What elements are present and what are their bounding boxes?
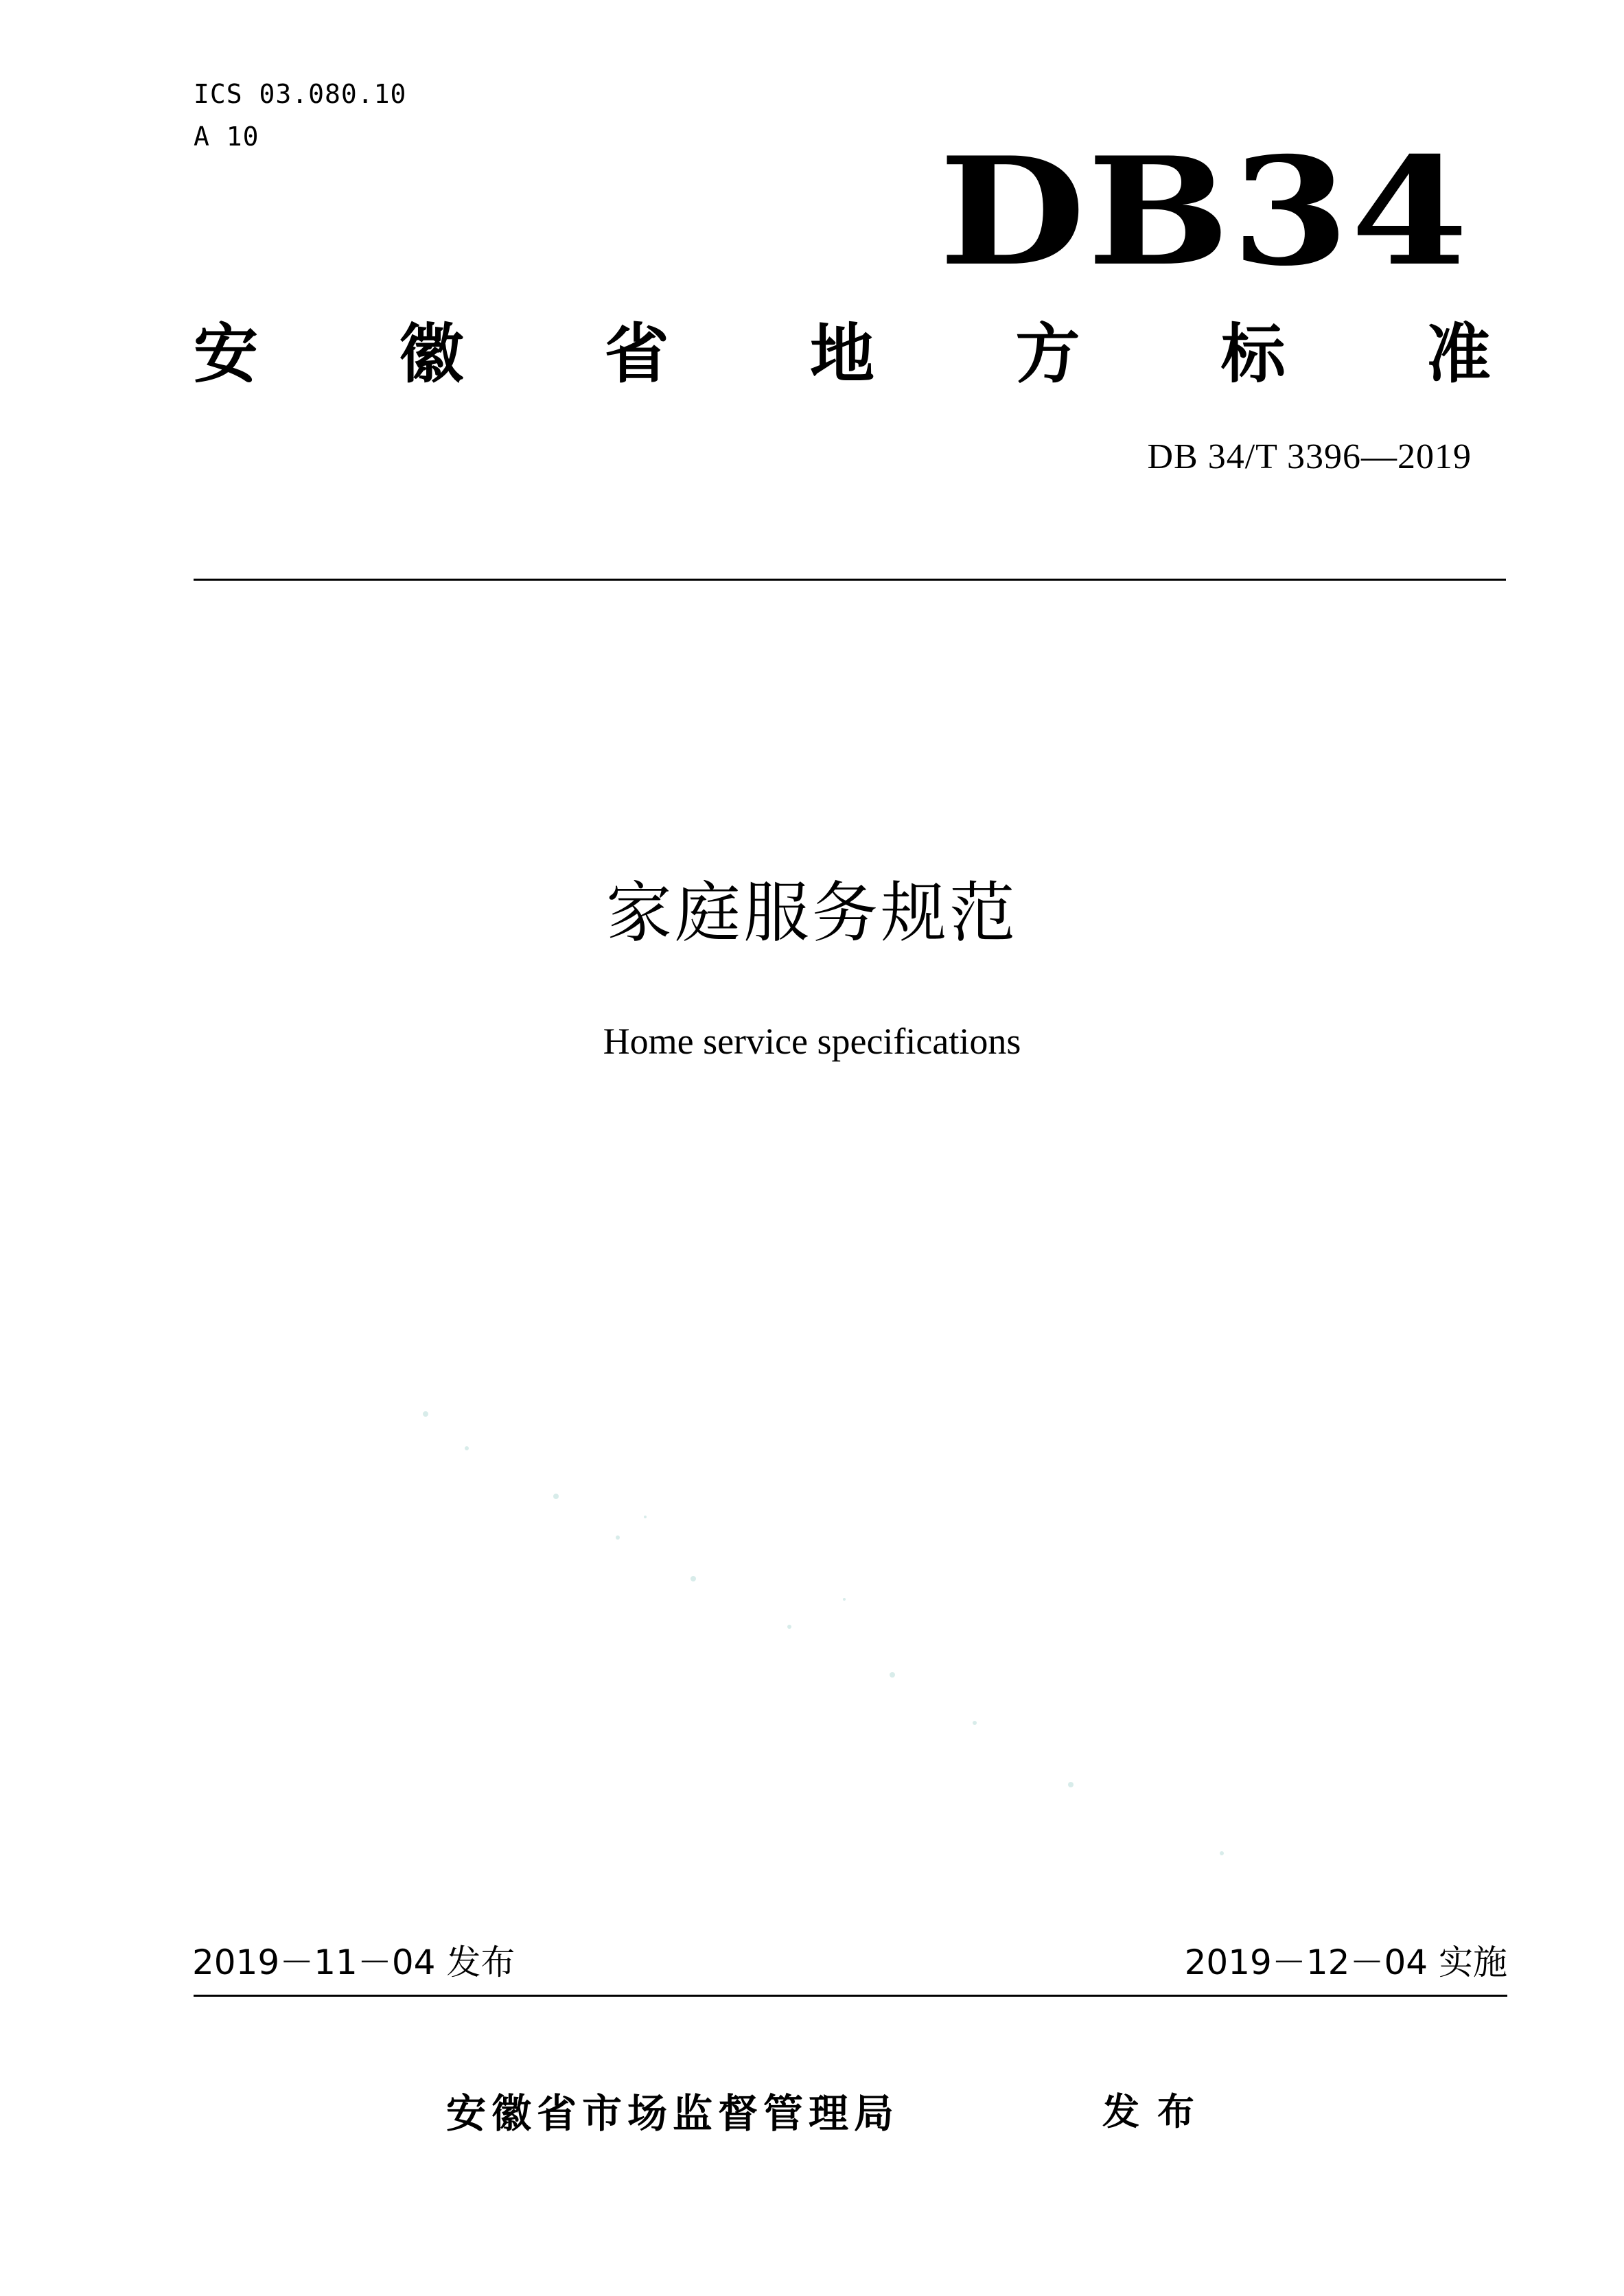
date-divider [194, 1995, 1507, 1997]
issue-date: 2019－11－04 发布 [192, 1943, 515, 1982]
issuing-authority: 安徽省市场监督管理局 [446, 2090, 900, 2137]
standard-type-char: 准 [1426, 317, 1491, 392]
standard-type-char: 安 [194, 317, 259, 392]
standard-type-char: 徽 [399, 317, 464, 392]
issue-label: 发布 [1102, 2090, 1212, 2133]
classification-code: A 10 [194, 121, 259, 152]
title-chinese: 家庭服务规范 [606, 874, 1018, 951]
standard-number: DB 34/T 3396—2019 [1147, 437, 1472, 476]
standard-type-char: 方 [1015, 317, 1080, 392]
standard-type-char: 标 [1220, 317, 1286, 392]
ics-code: ICS 03.080.10 [194, 79, 407, 109]
header-divider [194, 579, 1506, 581]
standard-type-char: 省 [604, 317, 669, 392]
implementation-date: 2019－12－04 实施 [1184, 1943, 1507, 1982]
title-english: Home service specifications [603, 1021, 1021, 1062]
standard-type-char: 地 [809, 317, 874, 392]
standard-type-heading [194, 317, 1491, 393]
standard-logo: DB34 [938, 124, 1470, 299]
